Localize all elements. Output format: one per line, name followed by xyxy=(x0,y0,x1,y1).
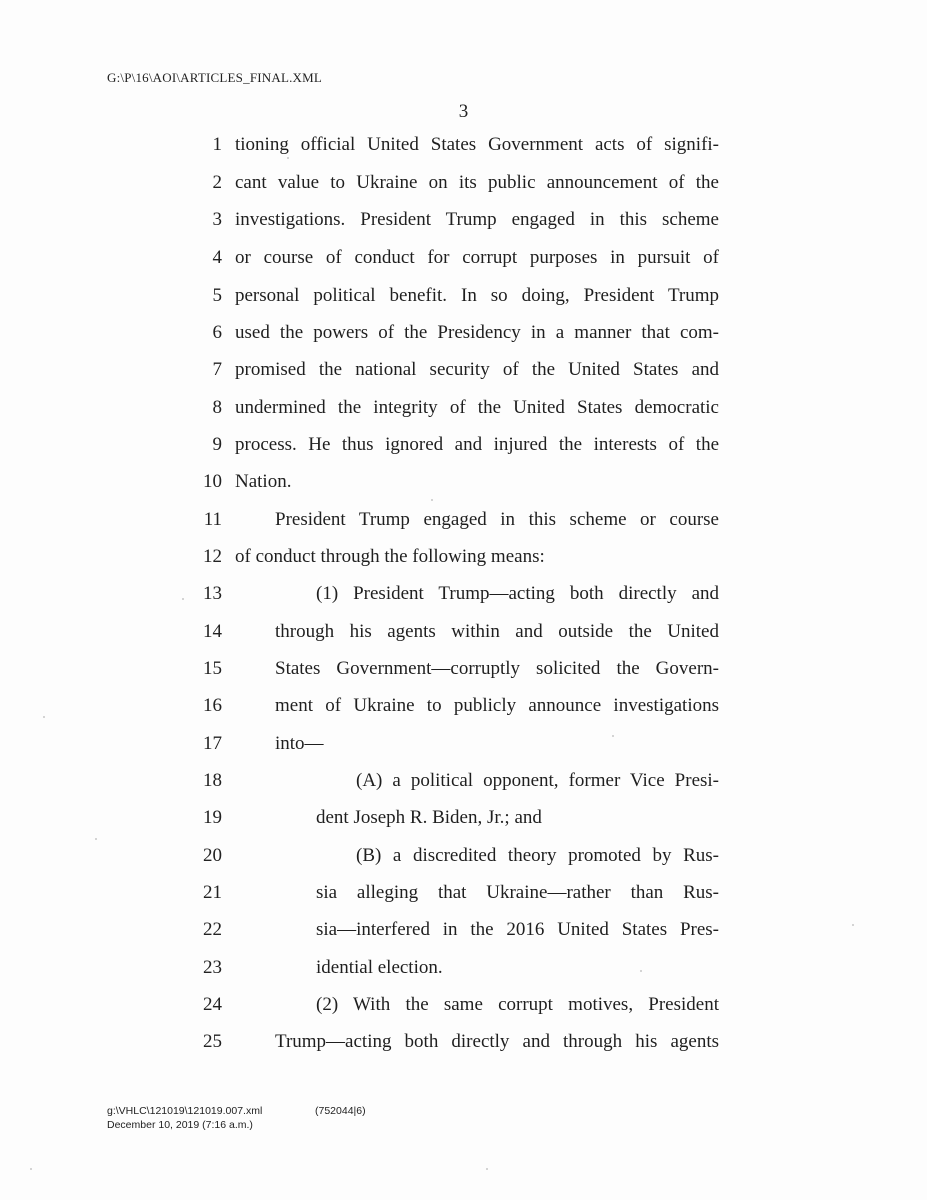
scan-speck xyxy=(431,499,433,501)
line-number: 17 xyxy=(203,733,222,754)
page-number: 3 xyxy=(458,101,469,122)
footer-file-ref: g:\VHLC\121019\121019.007.xml xyxy=(107,1105,263,1117)
line-number: 16 xyxy=(203,695,222,716)
text-line xyxy=(0,430,927,460)
line-text: (A) a political opponent, former Vice Presi- xyxy=(356,770,719,791)
text-line xyxy=(0,803,927,833)
text-line xyxy=(0,168,927,198)
line-number: 20 xyxy=(203,845,222,866)
scan-speck xyxy=(612,735,614,737)
line-text: or course of conduct for corrupt purposes in pursuit of xyxy=(235,247,719,268)
line-text: tioning official United States Government acts of signifi- xyxy=(235,134,719,155)
text-line xyxy=(0,318,927,348)
scan-speck xyxy=(486,1168,488,1170)
line-number: 11 xyxy=(203,509,222,530)
scan-speck xyxy=(287,157,289,159)
text-line xyxy=(0,617,927,647)
line-text: personal political benefit. In so doing, President Trump xyxy=(235,285,719,306)
text-line xyxy=(0,542,927,572)
line-text: (B) a discredited theory promoted by Rus- xyxy=(356,845,719,866)
text-line xyxy=(0,355,927,385)
line-text: sia—interfered in the 2016 United States Pres- xyxy=(316,919,719,940)
line-text: process. He thus ignored and injured the interests of the xyxy=(235,434,719,455)
scan-speck xyxy=(43,716,45,718)
footer-job-number: (752044|6) xyxy=(315,1105,366,1117)
line-text: promised the national security of the United States and xyxy=(235,359,719,380)
line-text: idential election. xyxy=(316,957,443,978)
text-line xyxy=(0,130,927,160)
line-number: 13 xyxy=(203,583,222,604)
line-number: 15 xyxy=(203,658,222,679)
line-text: dent Joseph R. Biden, Jr.; and xyxy=(316,807,542,828)
text-line xyxy=(0,281,927,311)
line-number: 10 xyxy=(203,471,222,492)
text-line xyxy=(0,766,927,796)
line-number: 6 xyxy=(212,322,222,343)
text-line xyxy=(0,953,927,983)
line-number: 24 xyxy=(203,994,222,1015)
file-path: G:\P\16\AOI\ARTICLES_FINAL.XML xyxy=(107,70,323,85)
line-number: 18 xyxy=(203,770,222,791)
line-number: 8 xyxy=(212,397,222,418)
line-number: 14 xyxy=(203,621,222,642)
page-footer xyxy=(107,1104,366,1132)
footer-timestamp: December 10, 2019 (7:16 a.m.) xyxy=(107,1119,253,1131)
scan-speck xyxy=(182,598,184,600)
line-text: (1) President Trump—acting both directly and xyxy=(316,583,719,604)
line-text: President Trump engaged in this scheme or course xyxy=(275,509,719,530)
line-text: ment of Ukraine to publicly announce investigations xyxy=(275,695,719,716)
line-text: (2) With the same corrupt motives, President xyxy=(316,994,719,1015)
text-line xyxy=(0,841,927,871)
line-number: 22 xyxy=(203,919,222,940)
line-text: cant value to Ukraine on its public announcement of the xyxy=(235,172,719,193)
line-number: 12 xyxy=(203,546,222,567)
text-line xyxy=(0,205,927,235)
scan-speck xyxy=(30,1168,32,1170)
text-line xyxy=(0,729,927,759)
text-line xyxy=(0,393,927,423)
line-text: sia alleging that Ukraine—rather than Rus- xyxy=(316,882,719,903)
line-number: 19 xyxy=(203,807,222,828)
text-line xyxy=(0,691,927,721)
line-number: 4 xyxy=(212,247,222,268)
line-number: 2 xyxy=(212,172,222,193)
line-text: investigations. President Trump engaged in this scheme xyxy=(235,209,719,230)
line-number: 5 xyxy=(212,285,222,306)
line-text: through his agents within and outside the United xyxy=(275,621,719,642)
line-number: 3 xyxy=(212,209,222,230)
text-line xyxy=(0,878,927,908)
scan-speck xyxy=(640,970,642,972)
line-number: 9 xyxy=(212,434,222,455)
scan-speck xyxy=(852,924,854,926)
line-text: used the powers of the Presidency in a manner that com- xyxy=(235,322,719,343)
line-number: 23 xyxy=(203,957,222,978)
text-line xyxy=(0,990,927,1020)
text-line xyxy=(0,579,927,609)
line-text: undermined the integrity of the United States democratic xyxy=(235,397,719,418)
line-number: 25 xyxy=(203,1031,222,1052)
line-text: States Government—corruptly solicited the Govern- xyxy=(275,658,719,679)
text-line xyxy=(0,467,927,497)
text-line xyxy=(0,915,927,945)
line-text: Nation. xyxy=(235,471,292,492)
line-text: of conduct through the following means: xyxy=(235,546,545,567)
line-text: Trump—acting both directly and through his agents xyxy=(275,1031,719,1052)
line-number: 7 xyxy=(212,359,222,380)
text-line xyxy=(0,505,927,535)
line-text: into— xyxy=(275,733,324,754)
text-line xyxy=(0,243,927,273)
text-line xyxy=(0,1027,927,1057)
text-line xyxy=(0,654,927,684)
line-number: 1 xyxy=(212,134,222,155)
line-number: 21 xyxy=(203,882,222,903)
scan-speck xyxy=(95,838,97,840)
